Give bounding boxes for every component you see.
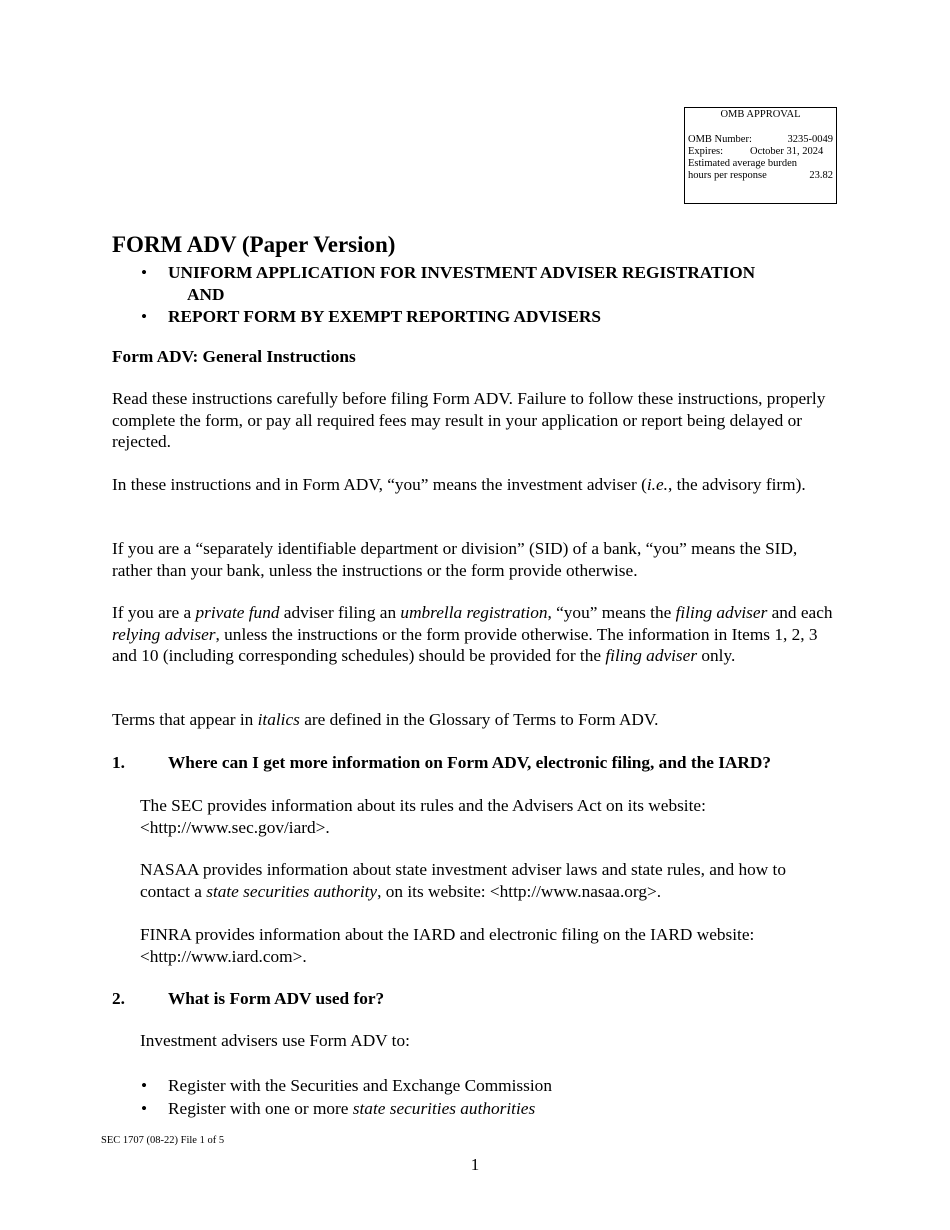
- p4-term-private-fund: private fund: [195, 603, 280, 622]
- q2-item-2-text: Register with one or more: [168, 1099, 353, 1118]
- paragraph-3: If you are a “separately identifiable department or division” (SID) of a bank, “you” means the SID, rather than your bank, unless the instructions or the form provide otherwise.: [112, 539, 798, 580]
- q1-answer-nasaa: [140, 859, 840, 902]
- question-1-number: 1.: [112, 753, 125, 772]
- omb-burden-label-1: Estimated average burden: [688, 158, 798, 169]
- q1-nasaa-text-end: , on its website: <http://www.nasaa.org>.: [377, 881, 662, 901]
- p5-text-end: are defined in the Glossary of Terms to Form ADV.: [299, 710, 659, 729]
- p4-term-relying-adviser: relying adviser: [112, 624, 216, 644]
- omb-expires-row: [688, 146, 833, 159]
- section-heading: Form ADV: General Instructions: [112, 347, 356, 366]
- p4-term-filing-adviser: filing adviser: [605, 646, 698, 666]
- q1-answer-finra: FINRA provides information about the IARD and electronic filing on the IARD website: <http://www.iard.com>.: [140, 925, 755, 966]
- omb-burden-value: 23.82: [809, 170, 833, 181]
- title-bullets: [0, 262, 950, 332]
- p4-term-filing-adviser: filing adviser: [675, 603, 768, 622]
- omb-burden-row-2: [688, 170, 833, 183]
- omb-title: OMB APPROVAL: [720, 109, 801, 120]
- omb-expires-label: Expires:: [688, 146, 723, 157]
- p2-text-end: , the advisory firm).: [667, 475, 806, 494]
- bullet-1: UNIFORM APPLICATION FOR INVESTMENT ADVISER REGISTRATION: [168, 263, 756, 282]
- bullet-1-continued: AND: [187, 285, 225, 304]
- q1-term-state-authority: state securities authority: [206, 881, 378, 901]
- p4-term-umbrella: umbrella registration: [400, 603, 548, 622]
- paragraph-1: Read these instructions carefully before filing Form ADV. Failure to follow these instructions, properly complete the form, or pay all required fees may result in your application or report being delayed or rejected.: [112, 389, 826, 452]
- paragraph-4: [112, 602, 842, 667]
- p4-text: , “you” means the: [547, 603, 676, 622]
- question-1-heading: Where can I get more information on Form ADV, electronic filing, and the IARD?: [168, 753, 772, 772]
- bullet-icon: •: [141, 1076, 148, 1095]
- form-footer: SEC 1707 (08-22) File 1 of 5: [101, 1135, 225, 1146]
- omb-burden-label-2: hours per response: [688, 170, 767, 181]
- q1-nasaa-text: NASAA provides information about state investment adviser laws and state rules, and how to contact a: [140, 860, 787, 901]
- omb-approval-box: [684, 107, 837, 204]
- bullet-icon: •: [141, 307, 148, 326]
- p4-text-end: only.: [697, 646, 736, 666]
- omb-number-value: 3235-0049: [787, 134, 833, 145]
- bullet-icon: •: [141, 1099, 148, 1118]
- page-number: 1: [470, 1155, 480, 1174]
- q2-item-2: [168, 1097, 535, 1120]
- question-2-heading: What is Form ADV used for?: [168, 989, 385, 1008]
- question-2-number: 2.: [112, 989, 125, 1008]
- bullet-2: REPORT FORM BY EXEMPT REPORTING ADVISERS: [168, 307, 601, 326]
- omb-number-row: [688, 134, 833, 147]
- q2-term-state-authorities: state securities authorities: [352, 1099, 536, 1118]
- p4-text: adviser filing an: [279, 603, 401, 622]
- paragraph-5: [112, 709, 837, 731]
- p5-text: Terms that appear in: [112, 710, 258, 729]
- paragraph-2: [112, 474, 837, 496]
- omb-burden-row-1: [688, 158, 833, 171]
- omb-number-label: OMB Number:: [688, 134, 752, 145]
- p4-text: If you are a: [112, 603, 196, 622]
- page-title: FORM ADV (Paper Version): [112, 232, 396, 257]
- q1-answer-sec: The SEC provides information about its rules and the Advisers Act on its website: <http://www.sec.gov/iard>.: [140, 796, 706, 837]
- p2-text: In these instructions and in Form ADV, “you” means the investment adviser (: [112, 475, 647, 494]
- p4-text: and each: [767, 603, 833, 622]
- p4-text: , unless the instructions or the form provide otherwise. The information in Items 1, 2, 3 and 10 (including corresponding schedules) should be provided for the: [112, 624, 818, 666]
- p2-italic: i.e.: [646, 475, 668, 494]
- bullet-icon: •: [141, 263, 148, 282]
- p5-italic: italics: [257, 710, 300, 729]
- q2-list: [0, 1074, 950, 1120]
- q2-intro: Investment advisers use Form ADV to:: [140, 1031, 410, 1050]
- q2-item-1: Register with the Securities and Exchange Commission: [168, 1076, 552, 1095]
- omb-expires-value: October 31, 2024: [750, 146, 824, 157]
